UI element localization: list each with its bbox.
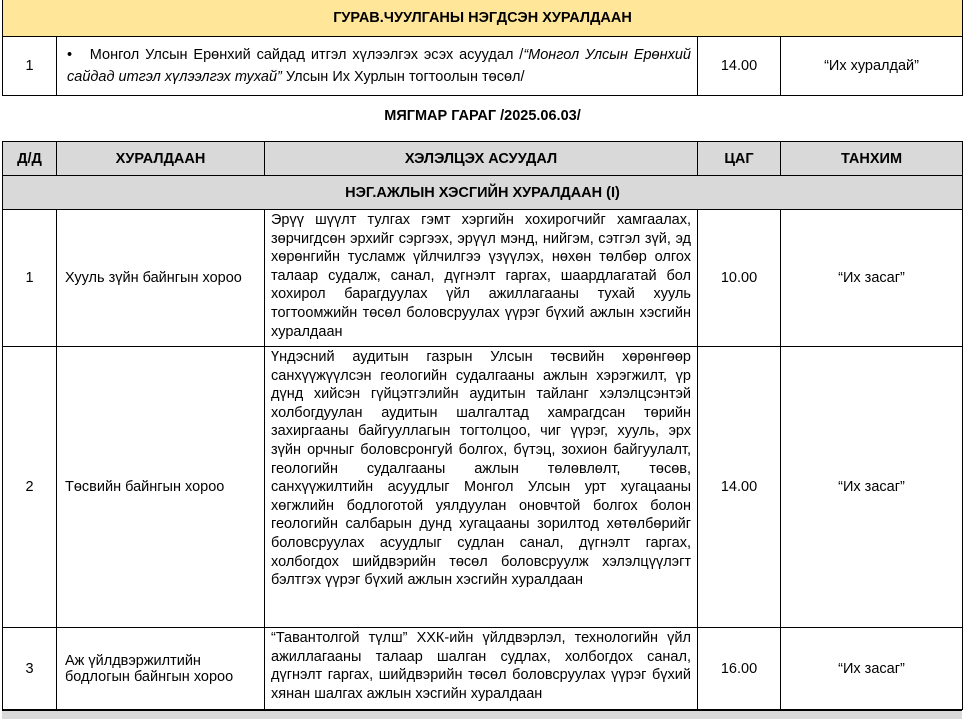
time-cell: 16.00: [698, 628, 781, 710]
time-cell: 14.00: [698, 347, 781, 628]
table-row: [3, 210, 963, 347]
table-row: [3, 628, 963, 710]
hall-cell: “Их засаг”: [781, 210, 963, 347]
time-cell: 14.00: [698, 37, 781, 96]
topic-italic-text: “Монгол Улсын Ерөнхий сайдад итгэл хүлээлгэх тухай”: [67, 47, 691, 85]
col-header-topic: ХЭЛЭЛЦЭХ АСУУДАЛ: [265, 142, 698, 176]
date-heading: МЯГМАР ГАРАГ /2025.06.03/: [384, 108, 581, 124]
col-header-meeting: ХУРАЛДААН: [57, 142, 265, 176]
plenary-section-heading: ГУРАВ.ЧУУЛГАНЫ НЭГДСЭН ХУРАЛДААН: [3, 0, 963, 37]
hall-cell: “Их хуралдай”: [781, 37, 963, 96]
topic-tail-text: Улсын Их Хурлын тогтоолын төсөл/: [281, 69, 525, 85]
hall-cell: “Их засаг”: [781, 347, 963, 628]
row-number: 3: [3, 628, 57, 710]
topic-cell: Эрүү шүүлт тулгах гэмт хэргийн хохирогчийг хамгаалах, зөрчигдсөн эрхийг сэргээх, эрүүл мэнд, нийгэм, сэтгэл зүй, эд хөрөнгийн тусламж үйлчилгээ үзүүлэх, нөхөн төлбөр олгох талаар судалж, санал, дүгнэлт гаргах, шаардлагатай бол хохирол барагдуулах үйл ажиллагааны тухай хууль тогтоомжийн төсөл боловсруулах үүрэг бүхий ажлын хэсгийн хуралдаан: [265, 210, 698, 347]
time-cell: 10.00: [698, 210, 781, 347]
bullet-icon: •: [67, 47, 73, 63]
row-number: 1: [3, 37, 57, 96]
col-header-time: ЦАГ: [698, 142, 781, 176]
table-header-row: [3, 142, 963, 176]
topic-text: Монгол Улсын Ерөнхий сайдад итгэл хүлээлгэх эсэх асуудал /: [89, 47, 524, 63]
table-row: [3, 347, 963, 628]
row-number: 1: [3, 210, 57, 347]
col-header-number: Д/Д: [3, 142, 57, 176]
plenary-section-table: [2, 0, 963, 96]
meeting-name: Аж үйлдвэржилтийн бодлогын байнгын хороо: [57, 628, 265, 710]
schedule-table: [2, 141, 963, 710]
meeting-name: Хууль зүйн байнгын хороо: [57, 210, 265, 347]
row-number: 2: [3, 347, 57, 628]
working-group-subheading: НЭГ.АЖЛЫН ХЭСГИЙН ХУРАЛДААН (I): [3, 176, 963, 210]
col-header-hall: ТАНХИМ: [781, 142, 963, 176]
topic-cell: “Тавантолгой түлш” ХХК-ийн үйлдвэрлэл, технологийн үйл ажиллагааны талаар шалган судлах, холбогдох санал, дүгнэлт гаргах, шийдвэрийн төсөл боловсруулах үүрэг бүхий хянан шалгах ажлын хэсгийн хуралдаан: [265, 628, 698, 710]
topic-cell: Үндэсний аудитын газрын Улсын төсвийн хөрөнгөөр санхүүжүүлсэн геологийн судалгааны ажлын хэрэгжилт, үр дүнд хийсэн гүйцэтгэлийн аудитын тайланг хэлэлцсэнтэй холбогдуулан аудитын шалгалтад хамрагдсан төрийн захиргааны байгууллагын тогтолцоо, чиг үүрэг, хууль, эрх зүйн орчныг боловсронгуй болгох, бүтэц, зохион байгуулалт, геологийн судалгааны ажлын төлөвлөлт, төсөв, санхүүжилтийн асуудлыг Монгол Улсын урт хугацааны хөгжлийн бодлоготой уялдуулан оновчтой болгох болон геологийн салбарын дунд хугацааны зорилтод хөтөлбөрийг боловсруулах асуудлыг судлан санал, дүгнэлт гаргах, холбогдох шийдвэрийн төсөл боловсруулж хэлэлцүүлэгт бэлтгэх үүрэг бүхий ажлын хэсгийн хуралдаан: [265, 347, 698, 628]
meeting-name: Төсвийн байнгын хороо: [57, 347, 265, 628]
next-section-band: [2, 710, 962, 719]
topic-cell: [57, 37, 698, 96]
hall-cell: “Их засаг”: [781, 628, 963, 710]
table-row: [3, 37, 963, 96]
